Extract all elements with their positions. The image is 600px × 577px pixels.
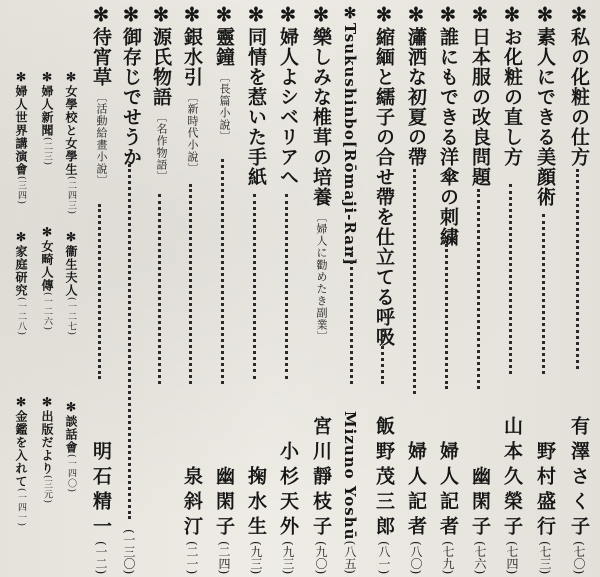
author-name: 有澤さく子 [568, 415, 590, 541]
entry-author [243, 466, 270, 574]
dot-leader [445, 244, 448, 389]
toc-entry [430, 4, 462, 576]
page-number: (九三) [249, 540, 263, 574]
entry-title [179, 4, 206, 175]
dot-leader [576, 169, 579, 369]
small-entry [62, 230, 81, 336]
entry-author [308, 416, 335, 574]
entry-note: 〔新時代小說〕 [186, 91, 199, 175]
small-entry-title: ✻出版だより [40, 395, 54, 475]
entry-title: ✻御存じでせうか [120, 4, 142, 167]
entry-title: ✻Tsukushinbo[Rōmaji-Ran] [341, 4, 359, 266]
entry-title-text: ✻源氏物語 [150, 4, 172, 107]
entry-author [403, 441, 430, 574]
author-name: 飯野茂三郎 [373, 415, 395, 541]
entry-author [211, 466, 238, 574]
author-name: 山本久榮子 [501, 415, 523, 541]
toc-entry [84, 4, 114, 576]
entry-author [341, 411, 359, 574]
page-number: (九三) [281, 540, 295, 574]
page-number: (一二) [94, 540, 108, 574]
entry-author [118, 529, 140, 574]
entry-title: ✻婦人よシベリアへ [277, 4, 299, 187]
entry-author [179, 466, 206, 574]
small-entry-title: ✻婦人新聞 [40, 70, 54, 137]
entry-title: ✻同情を惹いた手紙 [245, 4, 267, 187]
author-name: 泉斜汀 [181, 465, 203, 541]
author-name: Mizuno Yoshū [341, 411, 359, 541]
author-name: 掬水生 [245, 465, 267, 541]
page-number: (一二八) [16, 297, 26, 337]
toc-entry [114, 4, 144, 576]
dot-leader [98, 204, 101, 379]
dot-leader [542, 214, 545, 374]
small-entry-title: ✻女學校と女學生 [64, 70, 78, 176]
toc-entry [302, 4, 336, 576]
dot-leader [128, 164, 131, 519]
dot-leader [285, 194, 288, 379]
page-number: (一四〇) [66, 454, 76, 494]
toc-entry [238, 4, 270, 576]
entry-title [88, 4, 115, 187]
page-number: (二四三) [66, 176, 76, 216]
toc-entry [336, 4, 366, 576]
small-entry-title: ✻家庭研究 [14, 230, 28, 297]
small-entry [38, 395, 57, 504]
entry-note: 〔婦人に勸めたき副業〕 [315, 211, 328, 343]
page-number: (七四) [505, 540, 519, 574]
entry-author [499, 416, 526, 574]
toc-entry [366, 4, 398, 576]
entry-title: ✻お化粧の直し方 [501, 4, 523, 167]
entry-author [435, 441, 462, 574]
author-name: 宮川靜枝子 [310, 415, 332, 541]
author-name: 小杉天外 [277, 440, 299, 541]
entry-author [566, 416, 593, 574]
toc-entry [494, 4, 526, 576]
page-number: (八〇) [409, 540, 423, 574]
entry-title: ✻縮緬と繻子の合せ帶を仕立てる呼吸 [373, 4, 395, 347]
page-number: (一三〇) [122, 528, 136, 574]
page-number: (七〇) [572, 540, 586, 574]
page-number: (三元) [42, 475, 52, 505]
author-name: 野村盛行 [534, 440, 556, 541]
small-entry [12, 70, 31, 205]
entry-title: ✻日本服の改良問題 [469, 4, 491, 187]
toc-entry [526, 4, 560, 576]
toc-entry [206, 4, 238, 576]
small-entry-title: ✻婦人世界講演會 [14, 70, 28, 176]
entry-title [148, 4, 175, 183]
toc-entry [398, 4, 430, 576]
entry-title: ✻瀟洒な初夏の帶 [405, 4, 427, 167]
entry-title [211, 4, 238, 143]
small-entry-title: ✻談話會 [64, 400, 78, 454]
page-number: (一二六) [42, 292, 52, 332]
page-number: (七三) [538, 540, 552, 574]
author-name: 婦人記者 [437, 440, 459, 541]
author-name: 幽閑子 [213, 465, 235, 541]
author-name: 明石精一 [90, 440, 112, 541]
page-number: (三四) [16, 176, 26, 206]
page-number: (二三) [42, 137, 52, 167]
dot-leader [509, 184, 512, 374]
entry-author [532, 441, 559, 574]
entry-note: 〔名作物語〕 [155, 111, 168, 183]
small-entry [62, 400, 81, 493]
entry-title: ✻素人にできる美顔術 [534, 4, 556, 207]
page-number: (八一) [377, 540, 391, 574]
small-entry-title: ✻女畸人傳 [40, 225, 54, 292]
entry-author [275, 441, 302, 574]
entry-title-text: ✻靈鐘 [213, 4, 235, 67]
page-number: (二四) [217, 540, 231, 574]
toc-entry [462, 4, 494, 576]
small-entry [38, 225, 57, 331]
dot-leader [350, 254, 353, 384]
small-entry-title: ✻衞生夫人 [64, 230, 78, 297]
small-entry-title: ✻金鑑を入れて [14, 395, 28, 488]
page-number: (一二七) [66, 297, 76, 337]
dot-leader [413, 169, 416, 394]
small-entry [12, 230, 31, 336]
entry-note: 〔活動給畫小說〕 [95, 91, 108, 187]
entry-author [88, 441, 115, 574]
entry-author [467, 466, 494, 574]
toc-entry [144, 4, 174, 576]
page-number: (九〇) [314, 540, 328, 574]
author-name: 幽閑子 [469, 465, 491, 541]
entry-title-text: ✻樂しみな椎茸の培養 [310, 4, 332, 207]
page-number: (八五) [343, 540, 357, 574]
dot-leader [381, 329, 384, 384]
entry-note: 〔長篇小說〕 [218, 71, 231, 143]
entry-title-text: ✻銀水引 [181, 4, 203, 87]
entry-title-text: ✻待宵草 [90, 4, 112, 87]
dot-leader [221, 159, 224, 384]
entry-author [371, 416, 398, 574]
dot-leader [158, 194, 161, 384]
dot-leader [477, 189, 480, 389]
small-entry [38, 70, 57, 166]
page-number: (七九) [441, 540, 455, 574]
page-number: (二一) [185, 540, 199, 574]
toc-entry [270, 4, 302, 576]
page-number: (一四一) [16, 488, 26, 528]
small-entry [62, 70, 81, 215]
toc-entry [560, 4, 594, 576]
entry-title: ✻誰にもできる洋傘の刺繍 [437, 4, 459, 247]
entry-title: ✻私の化粧の仕方 [568, 4, 590, 167]
dot-leader [253, 194, 256, 379]
entry-title [308, 4, 335, 343]
page-number: (七六) [473, 540, 487, 574]
small-entry [12, 395, 31, 527]
author-name: 婦人記者 [405, 440, 427, 541]
dot-leader [189, 184, 192, 384]
toc-entry [174, 4, 206, 576]
